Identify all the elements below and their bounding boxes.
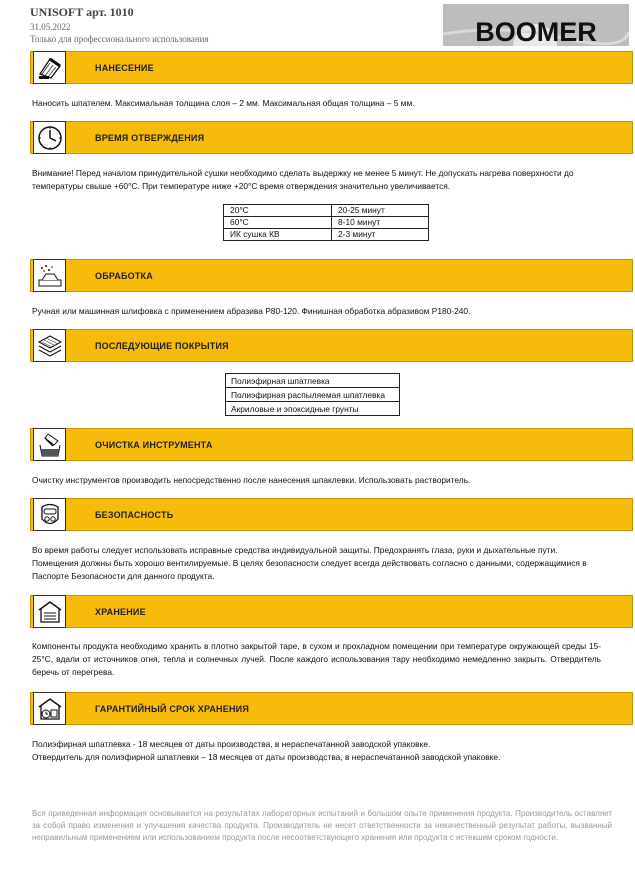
tool-cleaning-icon — [33, 428, 66, 461]
table-cell-temp: 60°C — [224, 217, 332, 229]
section-subsequent-bar — [30, 329, 633, 362]
section-shelf-life-title: ГАРАНТИЙНЫЙ СРОК ХРАНЕНИЯ — [95, 703, 249, 714]
shelf-life-line-2: Отвердитель для полиэфирной шпатлевки – 18 месяцев от даты производства, в нераспечатанной заводской упаковке. — [32, 752, 501, 762]
curing-text: Внимание! Перед началом принудительной сушки необходимо сделать выдержку не менее 5 минут. Не допускать нагрева поверхности до температуры свыше +60°C. При температуре ниже +20°C время отверждения значительно увеличивается. — [32, 168, 574, 191]
layers-icon — [33, 329, 66, 362]
section-application-bar — [30, 51, 633, 84]
safety-text: Во время работы следует использовать исправные средства индивидуальной защиты. Предохранять глаза, руки и дыхательные пути. Помещения должны быть хорошо вентилируемые. В целях безопасности следует всегда действовать согласно с данными, содержащимися в Паспорте Безопасности для данного продукта. — [32, 545, 587, 581]
section-processing-bar — [30, 259, 633, 292]
table-row — [226, 374, 400, 388]
coating-item: Полиэфирная распыляемая шпатлевка — [226, 388, 400, 402]
clock-icon — [33, 121, 66, 154]
document-header — [30, 5, 209, 45]
table-cell-temp: ИК сушка КВ — [224, 229, 332, 241]
application-text: Наносить шпателем. Максимальная толщина слоя – 2 мм. Максимальная общая толщина – 5 мм. — [32, 98, 415, 108]
section-storage-title: ХРАНЕНИЕ — [95, 606, 146, 617]
table-cell-time: 20-25 минут — [332, 205, 429, 217]
section-processing-title: ОБРАБОТКА — [95, 270, 153, 281]
spatula-icon — [33, 51, 66, 84]
coating-item: Полиэфирная шпатлевка — [226, 374, 400, 388]
section-curing-title: ВРЕМЯ ОТВЕРЖДЕНИЯ — [95, 132, 205, 143]
table-row — [224, 217, 429, 229]
storage-text: Компоненты продукта необходимо хранить в плотно закрытой таре, в сухом и прохладном помещении при температуре окружающей среды 15-25°C, вдали от источников огня, тепла и солнечных лучей. После каждого использования тару необходимо немедленно закрыть. Отвердитель беречь от перегрева. — [32, 641, 601, 677]
subsequent-coatings-table — [225, 373, 400, 416]
coating-item: Акриловые и эпоксидные грунты — [226, 402, 400, 416]
section-subsequent-title: ПОСЛЕДУЮЩИЕ ПОКРЫТИЯ — [95, 340, 229, 351]
boomer-logo — [443, 4, 629, 46]
table-cell-temp: 20°C — [224, 205, 332, 217]
professional-use-note: Только для профессионального использования — [30, 34, 209, 44]
disclaimer-text: Вся приведенная информация основывается на результатах лабораторных испытаний и большом опыте применения продукта. Производитель оставляет за собой право изменения и улучшения качества продукта. Производитель не несет ответственности за некачественный результат работы, вызванный неправильным применением или использованием продукта после несоответствующего хранения или продукта с истекшим сроком годности. — [32, 809, 612, 842]
safety-mask-icon — [33, 498, 66, 531]
section-cleaning-title: ОЧИСТКА ИНСТРУМЕНТА — [95, 439, 213, 450]
section-curing-bar — [30, 121, 633, 154]
processing-text: Ручная или машинная шлифовка с применением абразива P80-120. Финишная обработка абразивом P180-240. — [32, 306, 471, 316]
section-shelf-life-bar — [30, 692, 633, 725]
table-row — [224, 205, 429, 217]
table-cell-time: 2-3 минут — [332, 229, 429, 241]
table-row — [226, 388, 400, 402]
section-application-title: НАНЕСЕНИЕ — [95, 62, 154, 73]
cleaning-text: Очистку инструментов производить непосредственно после нанесения шпаклевки. Использовать растворитель. — [32, 475, 471, 485]
table-cell-time: 8-10 минут — [332, 217, 429, 229]
sanding-icon — [33, 259, 66, 292]
shelf-life-icon — [33, 692, 66, 725]
product-title: UNISOFT арт. 1010 — [30, 5, 134, 19]
section-safety-title: БЕЗОПАСНОСТЬ — [95, 509, 174, 520]
section-safety-bar — [30, 498, 633, 531]
table-row — [226, 402, 400, 416]
table-row — [224, 229, 429, 241]
logo-text: BOOMER — [475, 17, 597, 46]
curing-time-table — [223, 204, 429, 241]
section-storage-bar — [30, 595, 633, 628]
warehouse-icon — [33, 595, 66, 628]
document-date: 31.05.2022 — [30, 22, 71, 32]
section-cleaning-bar — [30, 428, 633, 461]
shelf-life-line-1: Полиэфирная шпатлевка - 18 месяцев от даты производства, в нераспечатанной заводской упаковке. — [32, 739, 431, 749]
